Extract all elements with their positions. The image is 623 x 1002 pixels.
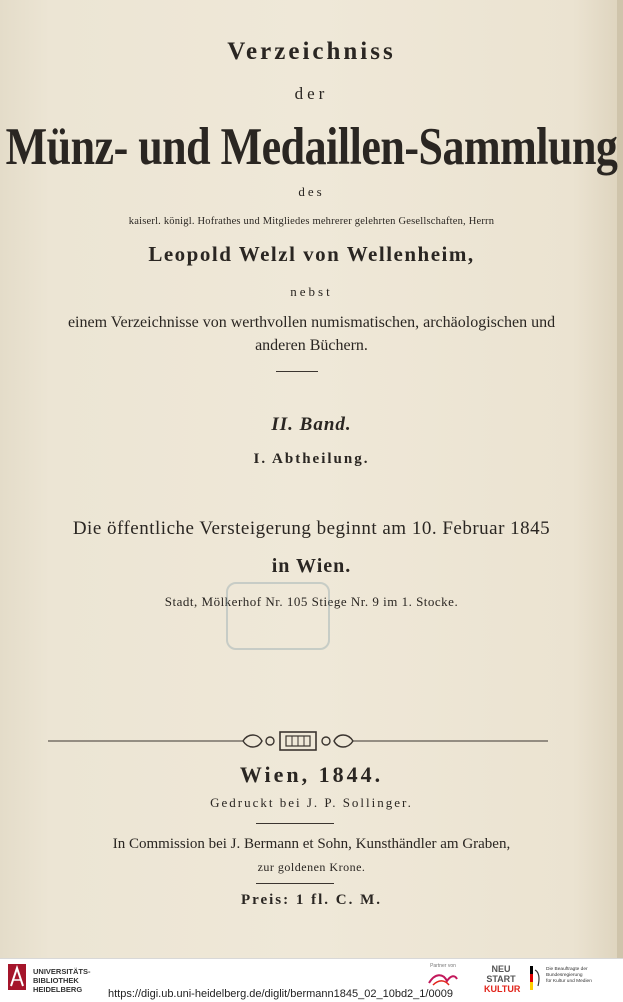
neustart-line: KULTUR — [484, 984, 521, 994]
bkm-text — [546, 967, 620, 985]
divider-rule — [276, 371, 318, 372]
library-name-line: BIBLIOTHEK — [33, 976, 79, 985]
title-nebst: nebst — [290, 284, 333, 299]
library-name-line: HEIDELBERG — [33, 985, 83, 994]
neustart-line: START — [486, 974, 516, 984]
title-verzeichniss: Verzeichniss — [227, 38, 396, 65]
books-line-1: einem Verzeichnisse von werthvollen numismatischen, archäologischen und — [67, 314, 556, 331]
owner-description: kaiserl. königl. Hofrathes und Mitgliedes mehrerer gelehrten Gesellschaften, Herrn — [128, 216, 495, 227]
books-line-2: anderen Büchern. — [255, 337, 368, 354]
owner-name: Leopold Welzl von Wellenheim, — [148, 242, 475, 266]
auction-notice: Die öffentliche Versteigerung beginnt am 10. Februar 1845 — [72, 518, 551, 539]
price-line: Preis: 1 fl. C. M. — [240, 892, 383, 908]
part-label: I. Abtheilung. — [253, 451, 370, 467]
university-library-logo-icon[interactable] — [8, 964, 26, 990]
title-der: der — [294, 84, 329, 103]
ornament-divider — [48, 728, 548, 754]
partner-bird-icon — [427, 971, 459, 989]
neustart-line: NEU — [491, 964, 511, 974]
printer-line: Gedruckt bei J. P. Sollinger. — [210, 795, 413, 810]
title-des: des — [298, 184, 325, 199]
divider-rule — [256, 883, 334, 884]
permalink-url[interactable]: https://digi.ub.uni-heidelberg.de/diglit/bermann1845_02_10bd2_1/0009 — [108, 988, 453, 1000]
imprint-place-year: Wien, 1844. — [239, 762, 384, 787]
bkm-logo[interactable] — [530, 964, 620, 996]
auction-address: Stadt, Mölkerhof Nr. 105 Stiege Nr. 9 im 1. Stocke. — [164, 594, 459, 609]
viewer-footer — [0, 958, 623, 1002]
volume-label: II. Band. — [271, 414, 352, 435]
neustart-kultur-logo[interactable] — [484, 962, 521, 996]
bkm-line: für Kultur und Medien — [546, 979, 592, 984]
library-name-line: UNIVERSITÄTS- — [33, 967, 91, 976]
commission-subline: zur goldenen Krone. — [257, 860, 366, 874]
partner-label: Partner von — [430, 963, 456, 969]
divider-rule — [256, 823, 334, 824]
federal-flag-icon — [530, 966, 542, 990]
library-stamp — [226, 582, 330, 650]
main-title: Münz- und Medaillen-Sammlung — [5, 117, 618, 176]
bkm-line: Die Beauftragte der Bundesregierung — [546, 967, 588, 978]
auction-city: in Wien. — [271, 555, 352, 577]
commission-line: In Commission bei J. Bermann et Sohn, Kunsthändler am Graben, — [112, 836, 511, 852]
